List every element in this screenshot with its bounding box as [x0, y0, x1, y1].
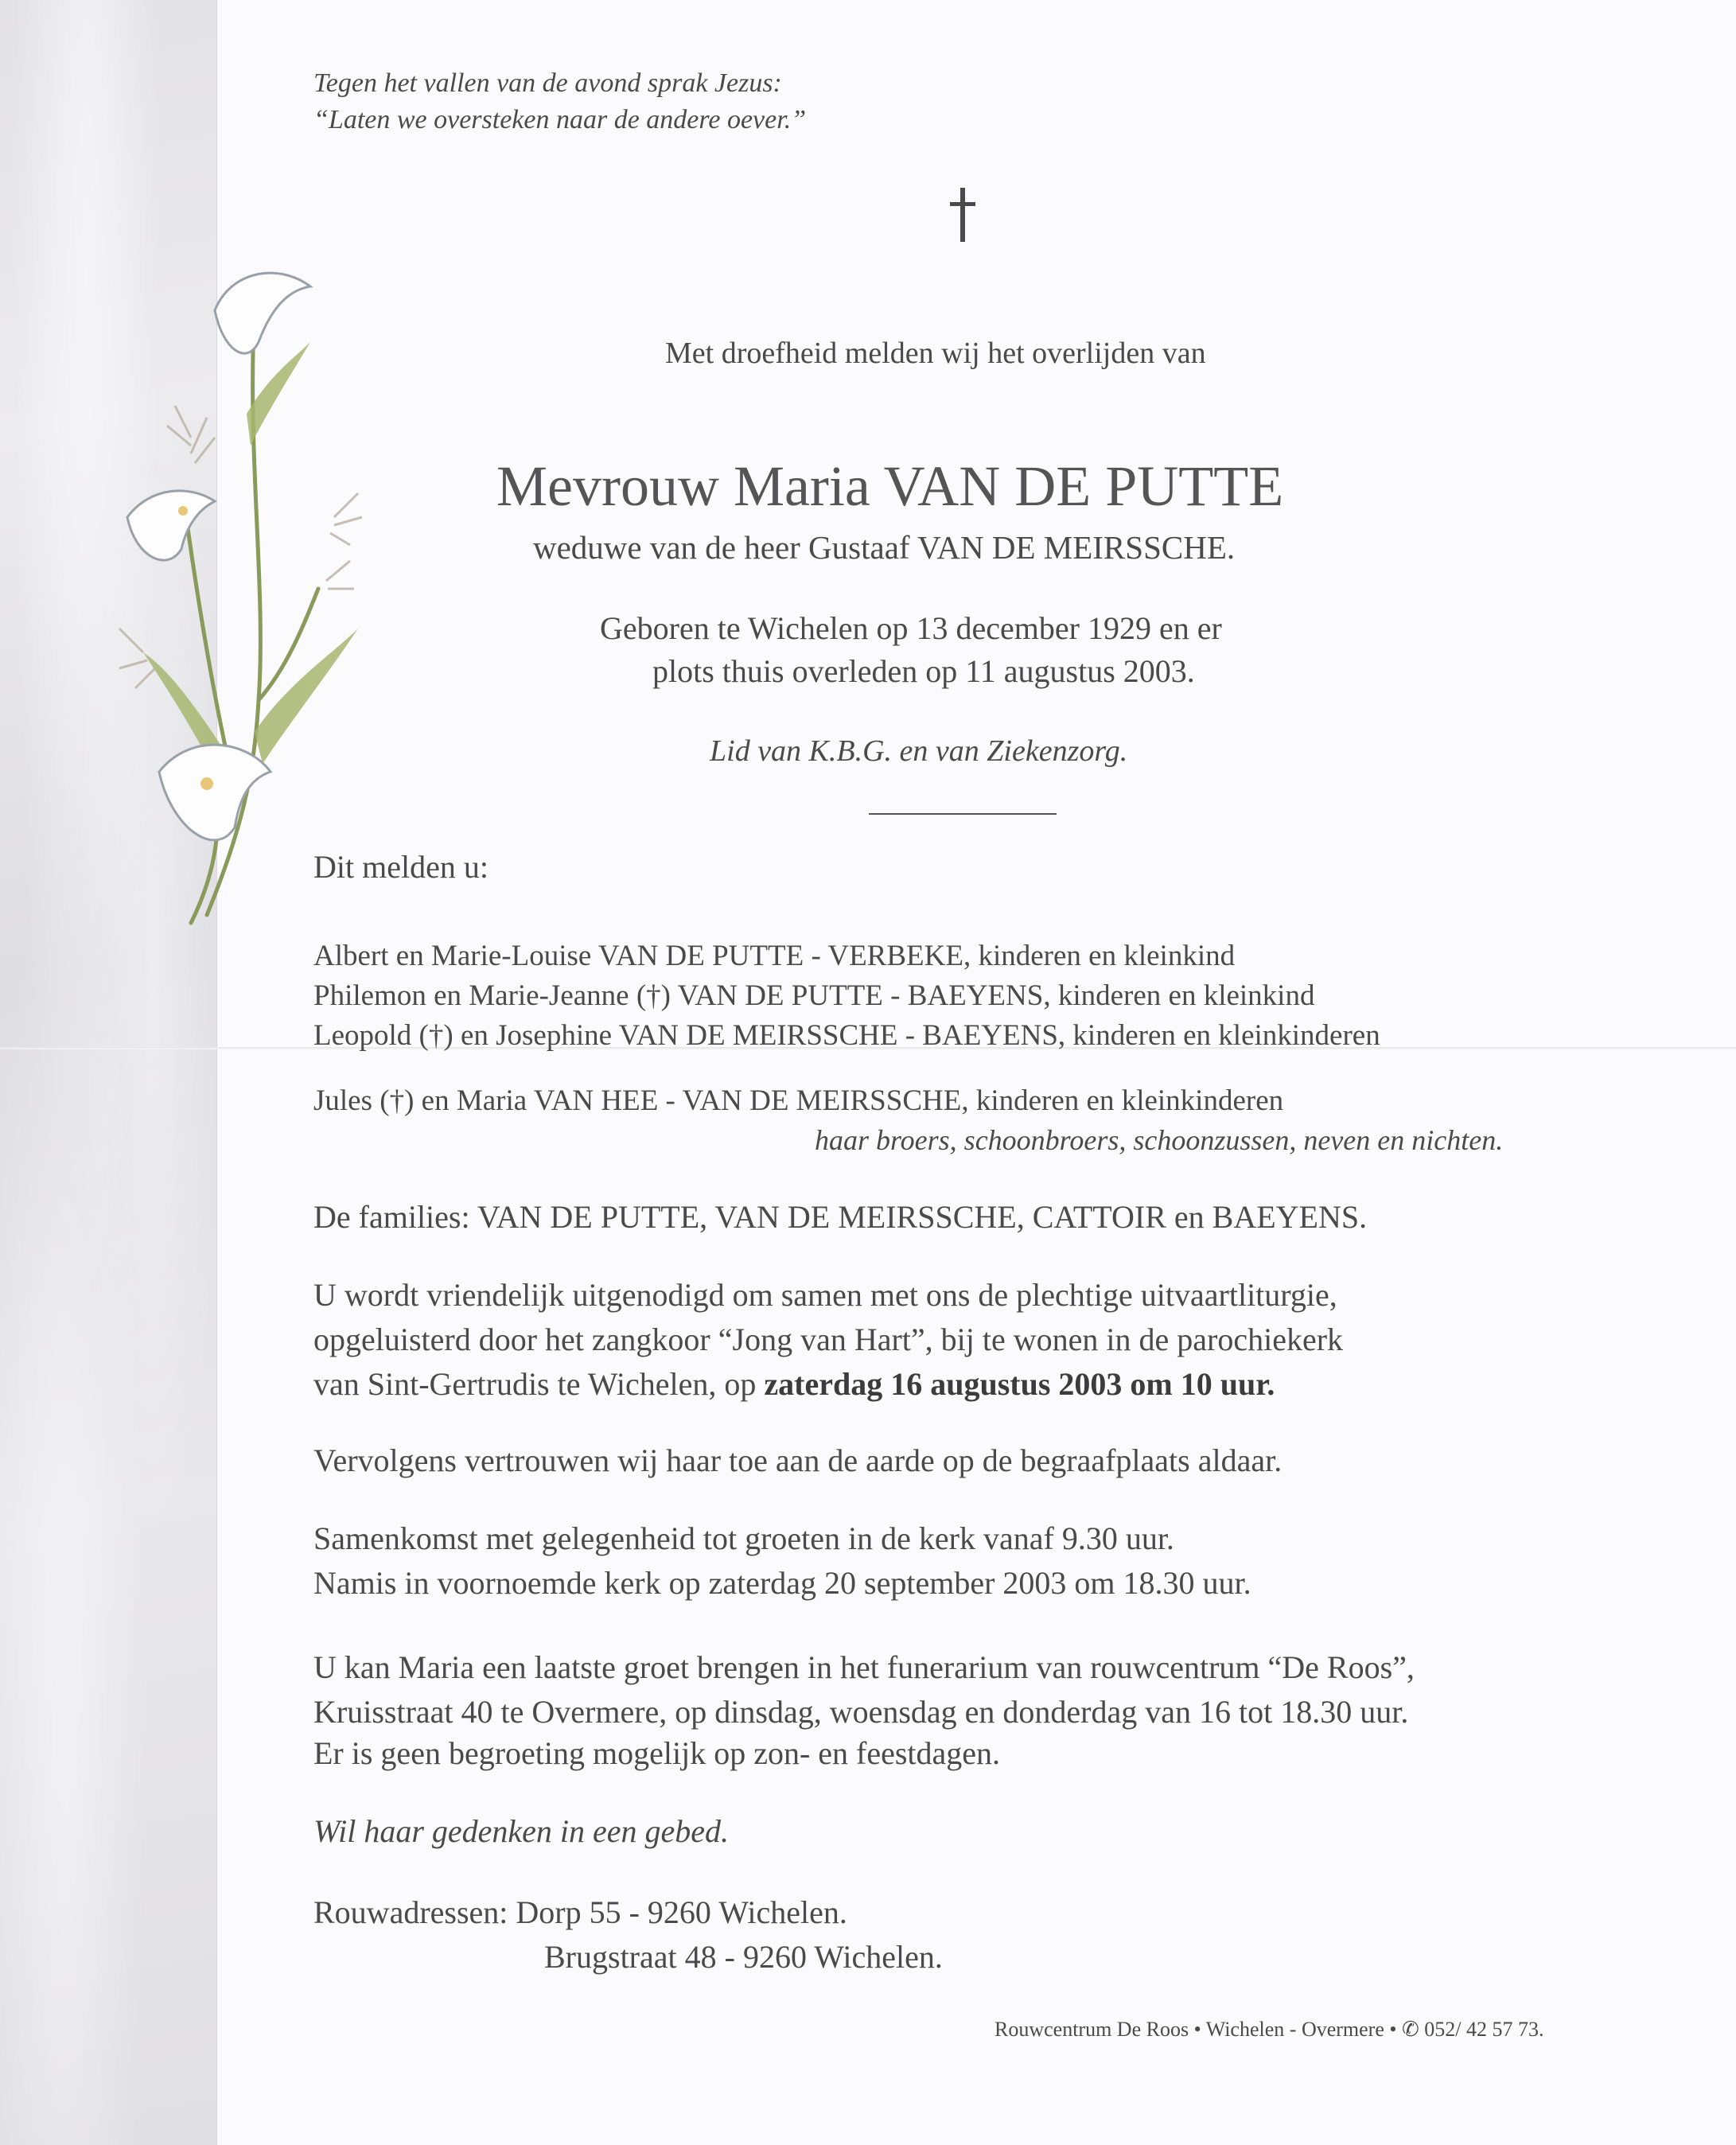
quote-line-1: Tegen het vallen van de avond sprak Jezus:	[313, 68, 782, 98]
invitation-line-2: opgeluisterd door het zangkoor “Jong van Hart”, bij te wonen in de parochiekerk	[313, 1322, 1344, 1357]
visit-line-2: Kruisstraat 40 te Overmere, op dinsdag, woensdag en donderdag van 16 tot 18.30 uur.	[313, 1694, 1409, 1730]
deceased-name: Mevrouw Maria VAN DE PUTTE	[496, 454, 1284, 518]
burial-line: Vervolgens vertrouwen wij haar toe aan de aarde op de begraafplaats aldaar.	[313, 1442, 1283, 1478]
visit-line-3: Er is geen begroeting mogelijk op zon- en feestdagen.	[313, 1735, 1001, 1771]
membership: Lid van K.B.G. en van Ziekenzorg.	[710, 734, 1128, 768]
invitation-line-3	[313, 1365, 1275, 1403]
families-line: De families: VAN DE PUTTE, VAN DE MEIRSSCHE, CATTOIR en BAEYENS.	[313, 1199, 1368, 1235]
address-line-2: Brugstraat 48 - 9260 Wichelen.	[544, 1939, 943, 1975]
family-line: Jules (†) en Maria VAN HEE - VAN DE MEIRSSCHE, kinderen en kleinkinderen	[313, 1084, 1284, 1117]
divider-line	[869, 813, 1057, 815]
quote-line-2: “Laten we oversteken naar de andere oever.”	[313, 105, 807, 134]
family-line: Philemon en Marie-Jeanne (†) VAN DE PUTTE - BAEYENS, kinderen en kleinkind	[313, 979, 1315, 1012]
death-line: plots thuis overleden op 11 augustus 2003.	[652, 653, 1195, 689]
gathering-line-1: Samenkomst met gelegenheid tot groeten in de kerk vanaf 9.30 uur.	[313, 1520, 1174, 1556]
funeral-date: zaterdag 16 augustus 2003 om 10 uur.	[764, 1366, 1275, 1402]
widow-of: weduwe van de heer Gustaaf VAN DE MEIRSSCHE.	[533, 529, 1236, 566]
family-line: Leopold (†) en Josephine VAN DE MEIRSSCHE - BAEYENS, kinderen en kleinkinderen	[313, 1019, 1380, 1052]
calla-lily-decoration	[95, 255, 382, 939]
address-line-1: Rouwadressen: Dorp 55 - 9260 Wichelen.	[313, 1894, 847, 1930]
invitation-line-1: U wordt vriendelijk uitgenodigd om samen met ons de plechtige uitvaartliturgie,	[313, 1277, 1337, 1313]
family-line: Albert en Marie-Louise VAN DE PUTTE - VERBEKE, kinderen en kleinkind	[313, 940, 1236, 972]
gathering-line-2: Namis in voornoemde kerk op zaterdag 20 september 2003 om 18.30 uur.	[313, 1565, 1251, 1601]
invitation-prefix: van Sint-Gertrudis te Wichelen, op	[313, 1366, 765, 1402]
visit-line-1: U kan Maria een laatste groet brengen in het funerarium van rouwcentrum “De Roos”,	[313, 1649, 1415, 1685]
relatives-line: haar broers, schoonbroers, schoonzussen, neven en nichten.	[815, 1124, 1504, 1156]
prayer-line: Wil haar gedenken in een gebed.	[313, 1813, 730, 1849]
birth-line: Geboren te Wichelen op 13 december 1929 en er	[600, 610, 1222, 646]
notify-intro: Dit melden u:	[313, 849, 488, 885]
announcement: Met droefheid melden wij het overlijden van	[665, 337, 1206, 370]
cross-icon	[947, 188, 979, 242]
funeral-home-footer: Rouwcentrum De Roos • Wichelen - Overmere • ✆ 052/ 42 57 73.	[995, 2018, 1544, 2041]
